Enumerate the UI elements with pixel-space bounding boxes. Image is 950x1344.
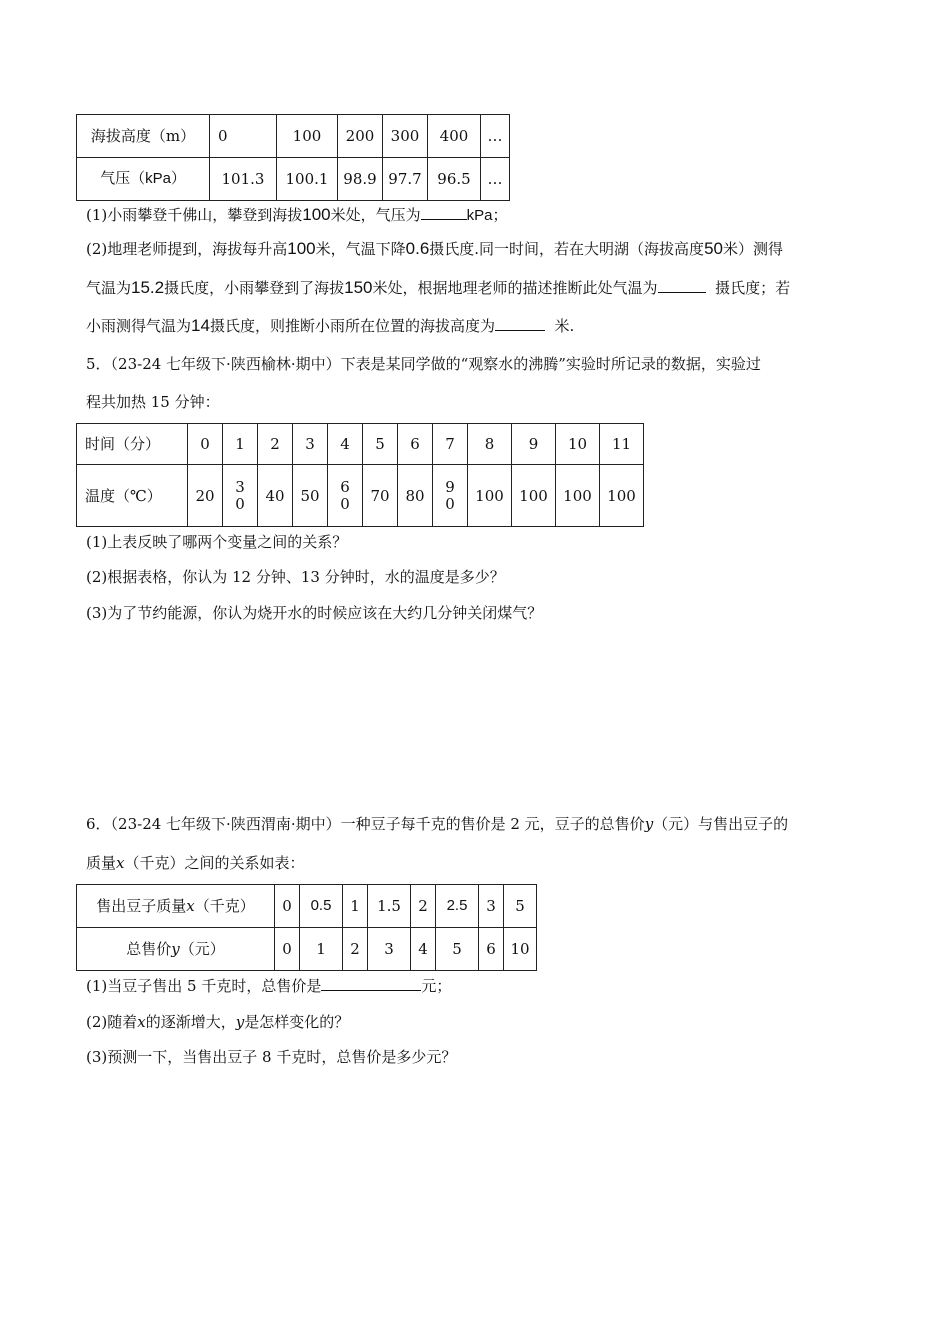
- table-cell: 7: [433, 424, 468, 465]
- table-cell: 50: [293, 465, 328, 527]
- answer-blank[interactable]: [495, 316, 545, 331]
- q6-sub1: [86, 976, 451, 996]
- table-cell: 5: [504, 885, 537, 928]
- table-cell: 0: [210, 115, 277, 158]
- text: 总售价: [126, 940, 172, 958]
- table-cell: 0: [275, 885, 300, 928]
- table-cell: 100: [556, 465, 600, 527]
- table-row: [77, 115, 510, 158]
- variable-x: x: [186, 897, 195, 915]
- table-cell: 1: [343, 885, 368, 928]
- table-cell: 100: [600, 465, 644, 527]
- table-cell: 100: [512, 465, 556, 527]
- table-row: [77, 465, 644, 527]
- text: 米，气温下降: [315, 240, 406, 258]
- number: 15.2: [131, 278, 165, 297]
- text: 小雨测得气温为: [86, 317, 192, 335]
- q6-intro-line1: [86, 814, 788, 834]
- variable-y: y: [235, 1013, 245, 1031]
- variable-x: x: [137, 1013, 146, 1031]
- row-header-temperature: 温度（℃）: [77, 465, 188, 527]
- text: 是怎样变化的？: [244, 1013, 350, 1031]
- table-cell: 101.3: [210, 158, 277, 201]
- wrapped-value: 60: [340, 477, 350, 513]
- table-cell: 4: [328, 424, 363, 465]
- table-cell: 2: [411, 885, 436, 928]
- q5-sub3: (3)为了节约能源，你认为烧开水的时候应该在大约几分钟关闭煤气？: [86, 604, 543, 622]
- row-header-mass: [77, 885, 275, 928]
- text: 摄氏度，小雨攀登到了海拔: [164, 279, 345, 297]
- number: 14: [191, 316, 210, 335]
- number: 150: [344, 278, 373, 297]
- row-header-pressure: [77, 158, 210, 201]
- text: 售出豆子质量: [96, 897, 187, 915]
- q6-sub2: [86, 1012, 349, 1032]
- table-cell: [433, 465, 468, 527]
- unit: kPa；: [466, 207, 508, 224]
- table-cell: 0: [275, 928, 300, 971]
- table-cell: 97.7: [383, 158, 428, 201]
- number: 50: [704, 239, 723, 258]
- q5-sub2: (2)根据表格，你认为 12 分钟、13 分钟时，水的温度是多少？: [86, 568, 505, 586]
- q4-part2-line1: [86, 239, 783, 259]
- q4-part1: [86, 205, 508, 226]
- table-cell: 20: [188, 465, 223, 527]
- table-cell: 40: [258, 465, 293, 527]
- text: 米处，气压为: [330, 206, 421, 224]
- number: 0.6: [405, 239, 430, 258]
- table-cell: 2.5: [436, 885, 479, 928]
- text: (2)地理老师提到，海拔每升高: [86, 240, 288, 258]
- answer-blank[interactable]: [321, 976, 421, 991]
- table-row: [77, 928, 537, 971]
- table-cell: 10: [556, 424, 600, 465]
- variable-y: y: [644, 815, 654, 833]
- table-cell: 3: [368, 928, 411, 971]
- table-cell: 6: [479, 928, 504, 971]
- text: （千克）之间的关系如表：: [124, 854, 305, 872]
- text: 摄氏度.同一时间，若在大明湖（海拔高度: [429, 240, 705, 258]
- text: 元；: [421, 977, 452, 995]
- text: 米处，根据地理老师的描述推断此处气温为: [372, 279, 658, 297]
- table-cell: 100: [468, 465, 512, 527]
- table-row: [77, 885, 537, 928]
- q6-intro-line2: [86, 853, 305, 873]
- q5-sub1: (1)上表反映了哪两个变量之间的关系？: [86, 533, 348, 551]
- answer-blank[interactable]: [421, 205, 467, 220]
- table-cell: 11: [600, 424, 644, 465]
- table-cell: 8: [468, 424, 512, 465]
- table-cell: 4: [411, 928, 436, 971]
- wrapped-value: 90: [445, 477, 455, 513]
- text: （元）: [179, 940, 225, 958]
- table-cell: 1: [223, 424, 258, 465]
- text: （千克）: [194, 897, 255, 915]
- q6-sub3: (3)预测一下，当售出豆子 8 千克时，总售价是多少元？: [86, 1048, 457, 1066]
- row-header-price: [77, 928, 275, 971]
- text: 质量: [86, 854, 117, 872]
- table-cell: 6: [398, 424, 433, 465]
- text: (2)随着: [86, 1013, 138, 1031]
- answer-blank[interactable]: [658, 278, 706, 293]
- q5-intro-line2: 程共加热 15 分钟：: [86, 393, 220, 411]
- text: 摄氏度，则推断小雨所在位置的海拔高度为: [209, 317, 495, 335]
- table-row: [77, 158, 510, 201]
- table-cell: 2: [343, 928, 368, 971]
- variable-x: x: [116, 854, 125, 872]
- table-cell: 10: [504, 928, 537, 971]
- table-cell: 1.5: [368, 885, 411, 928]
- table-cell: 80: [398, 465, 433, 527]
- table-cell: [328, 465, 363, 527]
- q4-part2-line3: [86, 316, 574, 336]
- table-cell: 0.5: [300, 885, 343, 928]
- table-cell: 3: [479, 885, 504, 928]
- text: 气温为: [86, 279, 132, 297]
- q4-part2-line2: [86, 278, 790, 298]
- table-cell: 2: [258, 424, 293, 465]
- text: (1)小雨攀登千佛山，攀登到海拔: [86, 206, 303, 224]
- table-row: [77, 424, 644, 465]
- text: 6．（23-24 七年级下·陕西渭南·期中）一种豆子每千克的售价是 2 元，豆子的总售价: [86, 815, 645, 833]
- text: 米）测得: [722, 240, 783, 258]
- row-header-time: 时间（分）: [77, 424, 188, 465]
- table-cell: 70: [363, 465, 398, 527]
- text: 米.: [554, 317, 575, 335]
- table-cell: 96.5: [428, 158, 481, 201]
- table-cell: 5: [436, 928, 479, 971]
- table-cell: 100: [277, 115, 338, 158]
- text: （元）与售出豆子的: [653, 815, 789, 833]
- text: 摄氏度；若: [715, 279, 791, 297]
- boiling-water-table: [76, 423, 644, 527]
- text: 的逐渐增大，: [145, 1013, 236, 1031]
- table-cell: [223, 465, 258, 527]
- q5-intro-line1: 5．（23-24 七年级下·陕西榆林·期中）下表是某同学做的“观察水的沸腾”实验时所记录的数据，实验过: [86, 355, 761, 373]
- table-cell: …: [481, 158, 510, 201]
- table-cell: …: [481, 115, 510, 158]
- number: 100: [302, 205, 331, 224]
- table-cell: 300: [383, 115, 428, 158]
- table-cell: 400: [428, 115, 481, 158]
- wrapped-value: 30: [235, 477, 245, 513]
- table-cell: 5: [363, 424, 398, 465]
- bean-price-table: [76, 884, 537, 971]
- table-cell: 100.1: [277, 158, 338, 201]
- row-header-altitude: 海拔高度（m）: [77, 115, 210, 158]
- number: 100: [287, 239, 316, 258]
- variable-y: y: [171, 940, 180, 958]
- table-cell: 98.9: [338, 158, 383, 201]
- altitude-pressure-table: [76, 114, 510, 201]
- table-cell: 1: [300, 928, 343, 971]
- pressure-label: 气压（kPa）: [100, 170, 186, 187]
- table-cell: 0: [188, 424, 223, 465]
- table-cell: 3: [293, 424, 328, 465]
- text: (1)当豆子售出 5 千克时，总售价是: [86, 977, 322, 995]
- table-cell: 200: [338, 115, 383, 158]
- table-cell: 9: [512, 424, 556, 465]
